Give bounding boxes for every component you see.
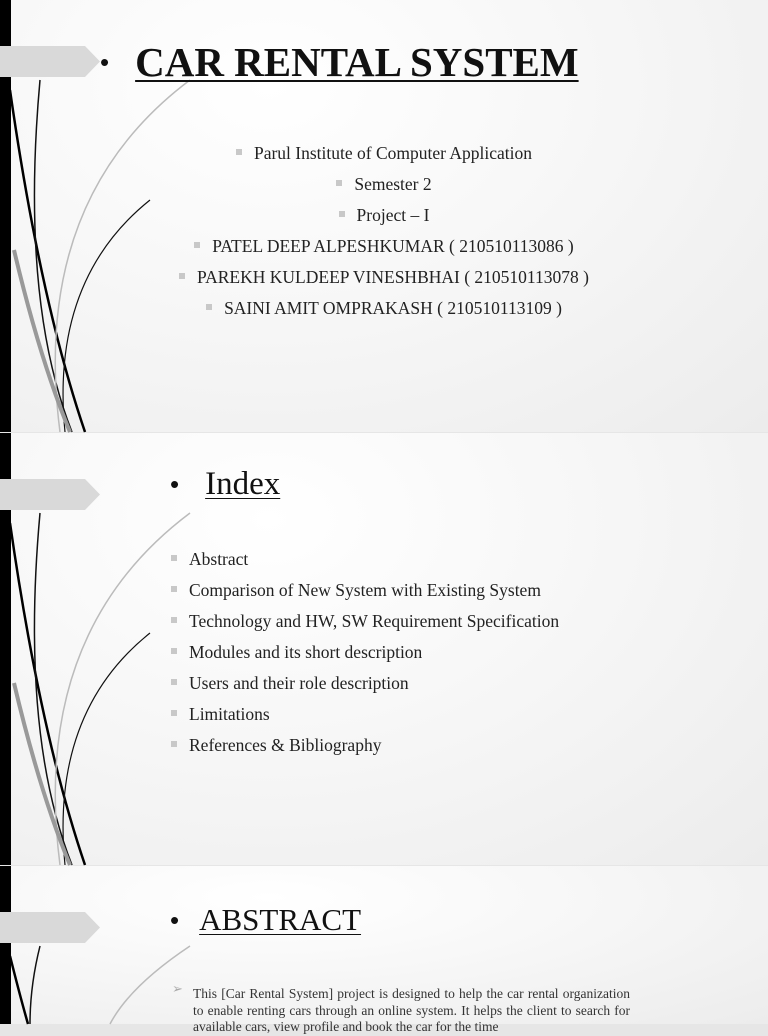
list-item: PAREKH KULDEEP VINESHBHAI ( 210510113078 ) [0, 262, 768, 293]
list-item: Limitations [171, 699, 559, 730]
title-tab-shape [0, 912, 100, 943]
square-bullet-icon [336, 180, 342, 186]
list-item: Semester 2 [0, 169, 768, 200]
list-item: SAINI AMIT OMPRAKASH ( 210510113109 ) [0, 293, 768, 324]
slide-title-row [170, 466, 280, 503]
square-bullet-icon [171, 710, 177, 716]
title-bullet: • [170, 469, 180, 499]
title-details-list [0, 138, 768, 324]
decorative-curves [0, 866, 200, 1024]
square-bullet-icon [171, 555, 177, 561]
list-item: References & Bibliography [171, 730, 559, 761]
page-title: CAR RENTAL SYSTEM [135, 39, 579, 85]
abstract-paragraph: This [Car Rental System] project is designed to help the car rental organization to enable renting cars through an online system. It helps the client to search for available cars, view profile and book the car for the time [193, 986, 630, 1034]
slide-title-row [170, 902, 361, 938]
square-bullet-icon [206, 304, 212, 310]
square-bullet-icon [171, 679, 177, 685]
square-bullet-icon [171, 741, 177, 747]
slide-title [0, 0, 768, 432]
list-item: Parul Institute of Computer Application [0, 138, 768, 169]
list-item: Users and their role description [171, 668, 559, 699]
list-item: Project – I [0, 200, 768, 231]
square-bullet-icon [171, 648, 177, 654]
list-item: PATEL DEEP ALPESHKUMAR ( 210510113086 ) [0, 231, 768, 262]
list-item: Technology and HW, SW Requirement Specification [171, 606, 559, 637]
list-item: Modules and its short description [171, 637, 559, 668]
slide-index [0, 433, 768, 865]
title-tab-shape [0, 479, 100, 510]
title-bullet: • [170, 904, 180, 935]
square-bullet-icon [236, 149, 242, 155]
square-bullet-icon [179, 273, 185, 279]
title-tab-shape [0, 46, 100, 77]
title-bullet: • [100, 46, 110, 77]
square-bullet-icon [194, 242, 200, 248]
list-item: Comparison of New System with Existing System [171, 575, 559, 606]
square-bullet-icon [339, 211, 345, 217]
square-bullet-icon [171, 586, 177, 592]
square-bullet-icon [171, 617, 177, 623]
slide-abstract [0, 866, 768, 1034]
index-list [171, 544, 559, 761]
list-item: Abstract [171, 544, 559, 575]
arrow-bullet-icon: ➢ [172, 982, 183, 997]
section-title: Index [205, 466, 281, 502]
section-title: ABSTRACT [199, 902, 362, 937]
slide-title-row [100, 38, 579, 86]
